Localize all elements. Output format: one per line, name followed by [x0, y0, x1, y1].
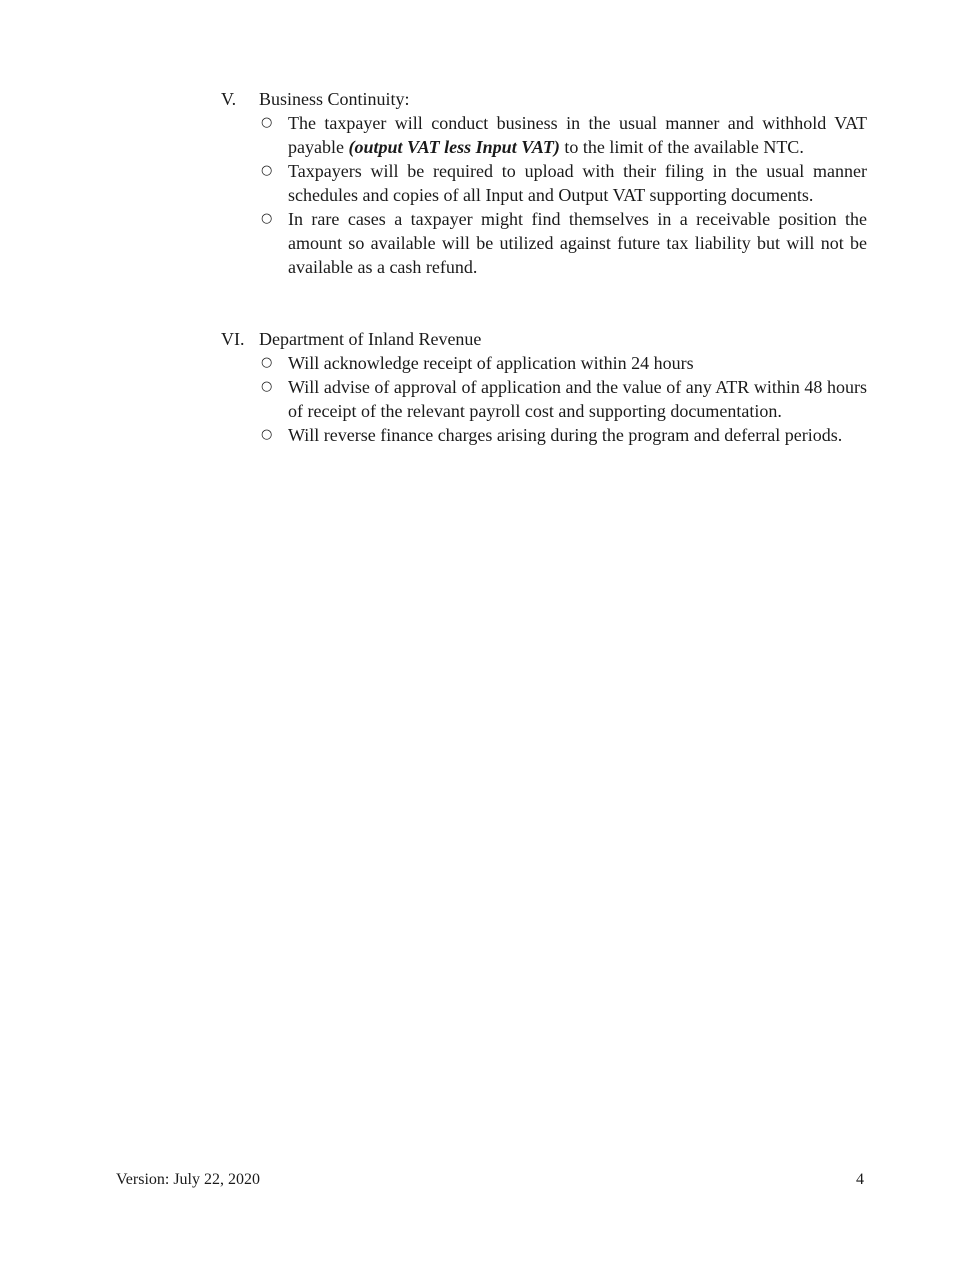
bullet-text-before: The taxpayer will conduct business in the usual manner and withhold VAT payable — [288, 113, 867, 157]
bullet-text: Will reverse finance charges arising during the program and deferral periods. — [288, 425, 843, 445]
list-item — [221, 351, 867, 375]
list-item — [221, 375, 867, 423]
section-heading — [221, 327, 867, 351]
bullet-text: Taxpayers will be required to upload with their filing in the usual manner schedules and copies of all Input and Output VAT supporting documents. — [288, 161, 867, 205]
circle-bullet-icon: ○ — [261, 163, 273, 178]
list-item — [221, 159, 867, 207]
circle-bullet-icon: ○ — [261, 115, 273, 130]
section-number: V. — [221, 89, 237, 109]
bullet-text: In rare cases a taxpayer might find themselves in a receivable position the amount so available will be utilized against future tax liability but will not be available as a cash refund. — [288, 209, 867, 277]
list-item — [221, 423, 867, 447]
circle-bullet-icon: ○ — [261, 211, 273, 226]
section-title: Business Continuity: — [259, 89, 410, 109]
circle-bullet-icon: ○ — [261, 355, 273, 370]
list-item — [221, 207, 867, 279]
circle-bullet-icon: ○ — [261, 427, 273, 442]
section-department-of-inland-revenue — [221, 327, 867, 447]
section-heading — [221, 87, 867, 111]
bullet-list — [221, 111, 867, 279]
circle-bullet-icon: ○ — [261, 379, 273, 394]
footer-version: Version: July 22, 2020 — [116, 1171, 260, 1188]
bullet-text-emphasis: (output VAT less Input VAT) — [348, 137, 560, 157]
section-title: Department of Inland Revenue — [259, 329, 482, 349]
bullet-text: Will advise of approval of application and the value of any ATR within 48 hours of receipt of the relevant payroll cost and supporting documentation. — [288, 377, 867, 421]
bullet-list — [221, 351, 867, 447]
section-number: VI. — [221, 329, 245, 349]
footer-page-number: 4 — [856, 1171, 864, 1188]
bullet-text-after: to the limit of the available NTC. — [559, 137, 804, 157]
section-business-continuity — [221, 87, 867, 279]
bullet-text: Will acknowledge receipt of application within 24 hours — [288, 353, 694, 373]
list-item — [221, 111, 867, 159]
